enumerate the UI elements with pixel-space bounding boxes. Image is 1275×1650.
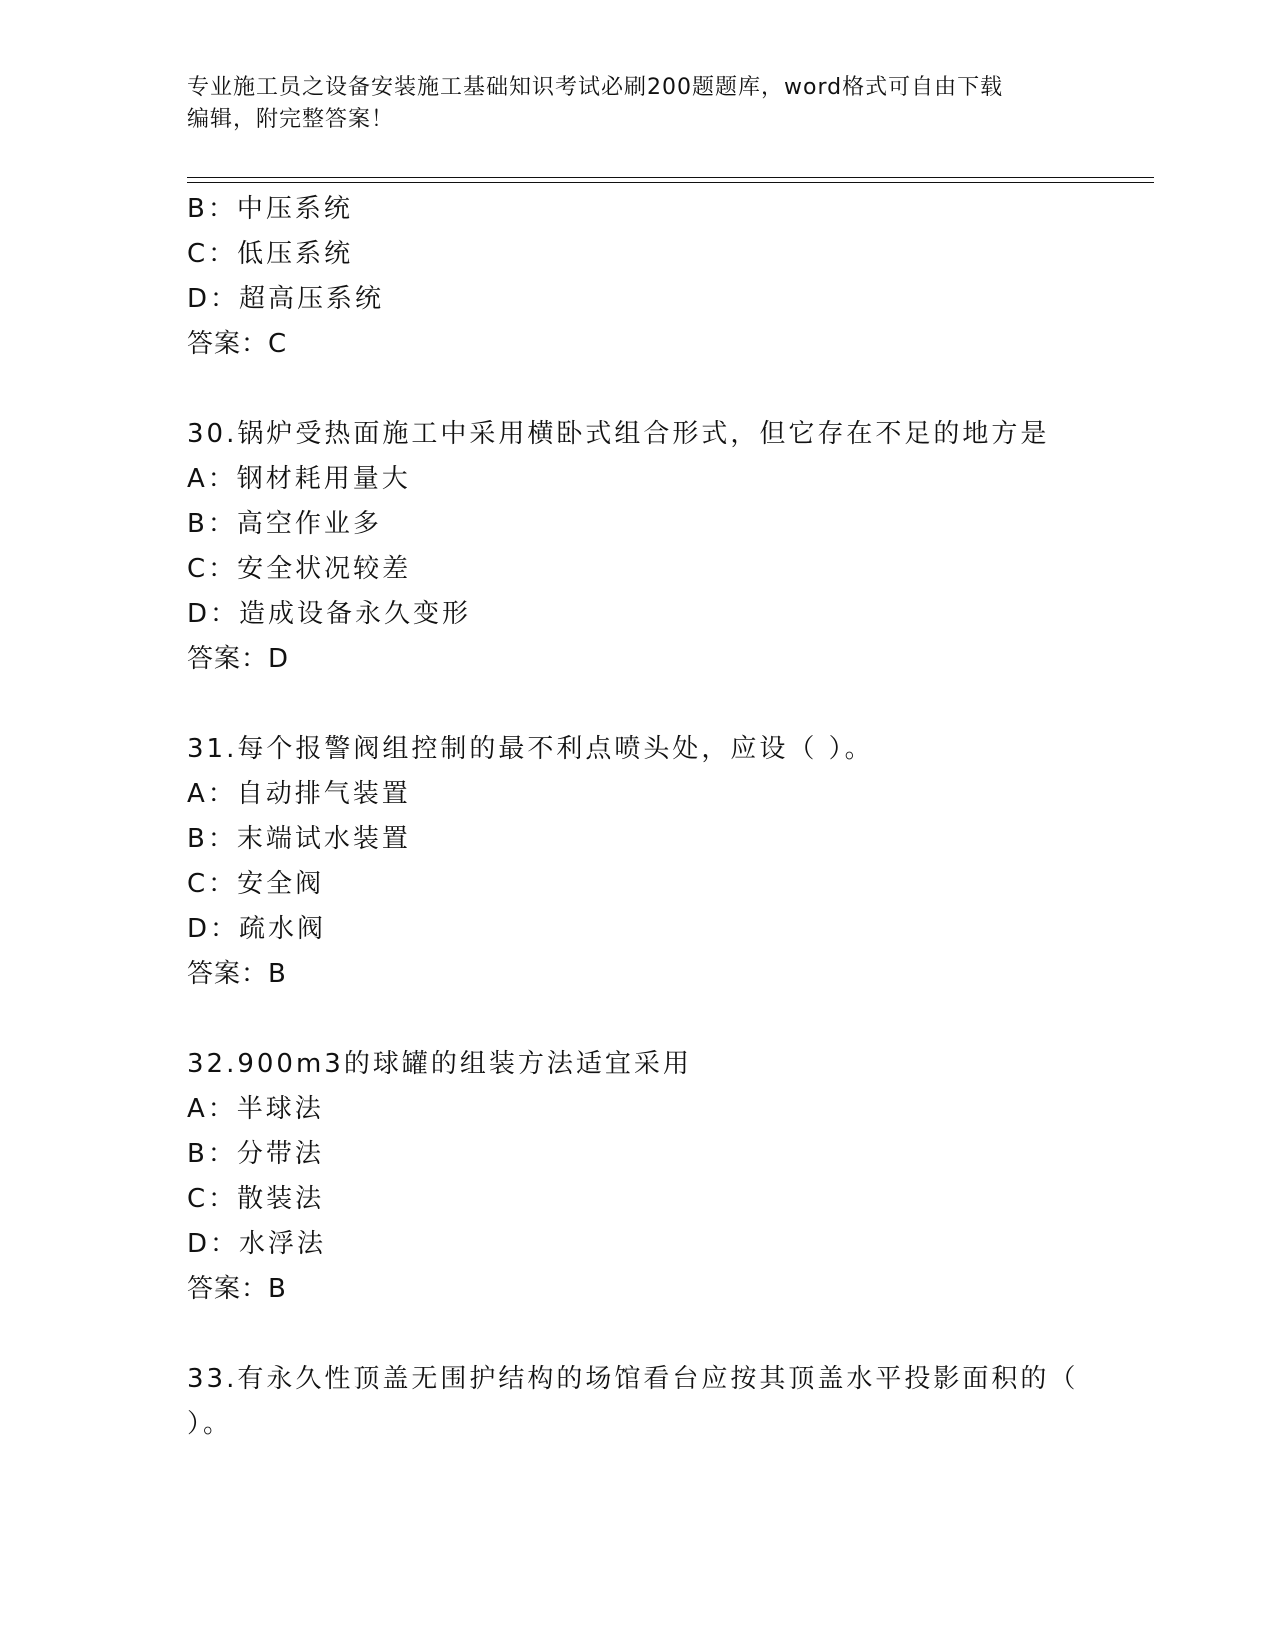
q33-question-line-1: 33.有永久性顶盖无围护结构的场馆看台应按其顶盖水平投影面积的（ bbox=[187, 1364, 1079, 1394]
q32-option-a: A：半球法 bbox=[187, 1094, 324, 1124]
q32-option-d: D：水浮法 bbox=[187, 1229, 327, 1259]
q31-option-b: B：末端试水装置 bbox=[187, 824, 411, 854]
header-divider-top bbox=[187, 177, 1154, 178]
q32-option-c: C：散装法 bbox=[187, 1184, 325, 1214]
q30-answer: 答案：D bbox=[187, 644, 290, 674]
q31-option-a: A：自动排气装置 bbox=[187, 779, 411, 809]
q31-question: 31.每个报警阀组控制的最不利点喷头处，应设（ ）。 bbox=[187, 734, 874, 764]
q29-option-b: B：中压系统 bbox=[187, 194, 353, 224]
q33-question-line-2: ）。 bbox=[187, 1409, 233, 1439]
header-divider-bottom bbox=[187, 182, 1154, 183]
q30-question: 30.锅炉受热面施工中采用横卧式组合形式，但它存在不足的地方是 bbox=[187, 419, 1050, 449]
q32-answer: 答案：B bbox=[187, 1274, 287, 1304]
header-line-2: 编辑，附完整答案！ bbox=[187, 107, 395, 132]
q32-question: 32.900m3的球罐的组装方法适宜采用 bbox=[187, 1049, 692, 1079]
q29-answer: 答案：C bbox=[187, 329, 288, 359]
q31-option-d: D：疏水阀 bbox=[187, 914, 327, 944]
q29-option-d: D：超高压系统 bbox=[187, 284, 385, 314]
q32-option-b: B：分带法 bbox=[187, 1139, 324, 1169]
q30-option-c: C：安全状况较差 bbox=[187, 554, 412, 584]
q29-option-c: C：低压系统 bbox=[187, 239, 354, 269]
q30-option-a: A：钢材耗用量大 bbox=[187, 464, 411, 494]
q31-answer: 答案：B bbox=[187, 959, 287, 989]
header-line-1: 专业施工员之设备安装施工基础知识考试必刷200题题库，word格式可自由下载 bbox=[187, 75, 1004, 100]
q30-option-d: D：造成设备永久变形 bbox=[187, 599, 472, 629]
q30-option-b: B：高空作业多 bbox=[187, 509, 382, 539]
document-header bbox=[187, 72, 1087, 136]
q31-option-c: C：安全阀 bbox=[187, 869, 325, 899]
